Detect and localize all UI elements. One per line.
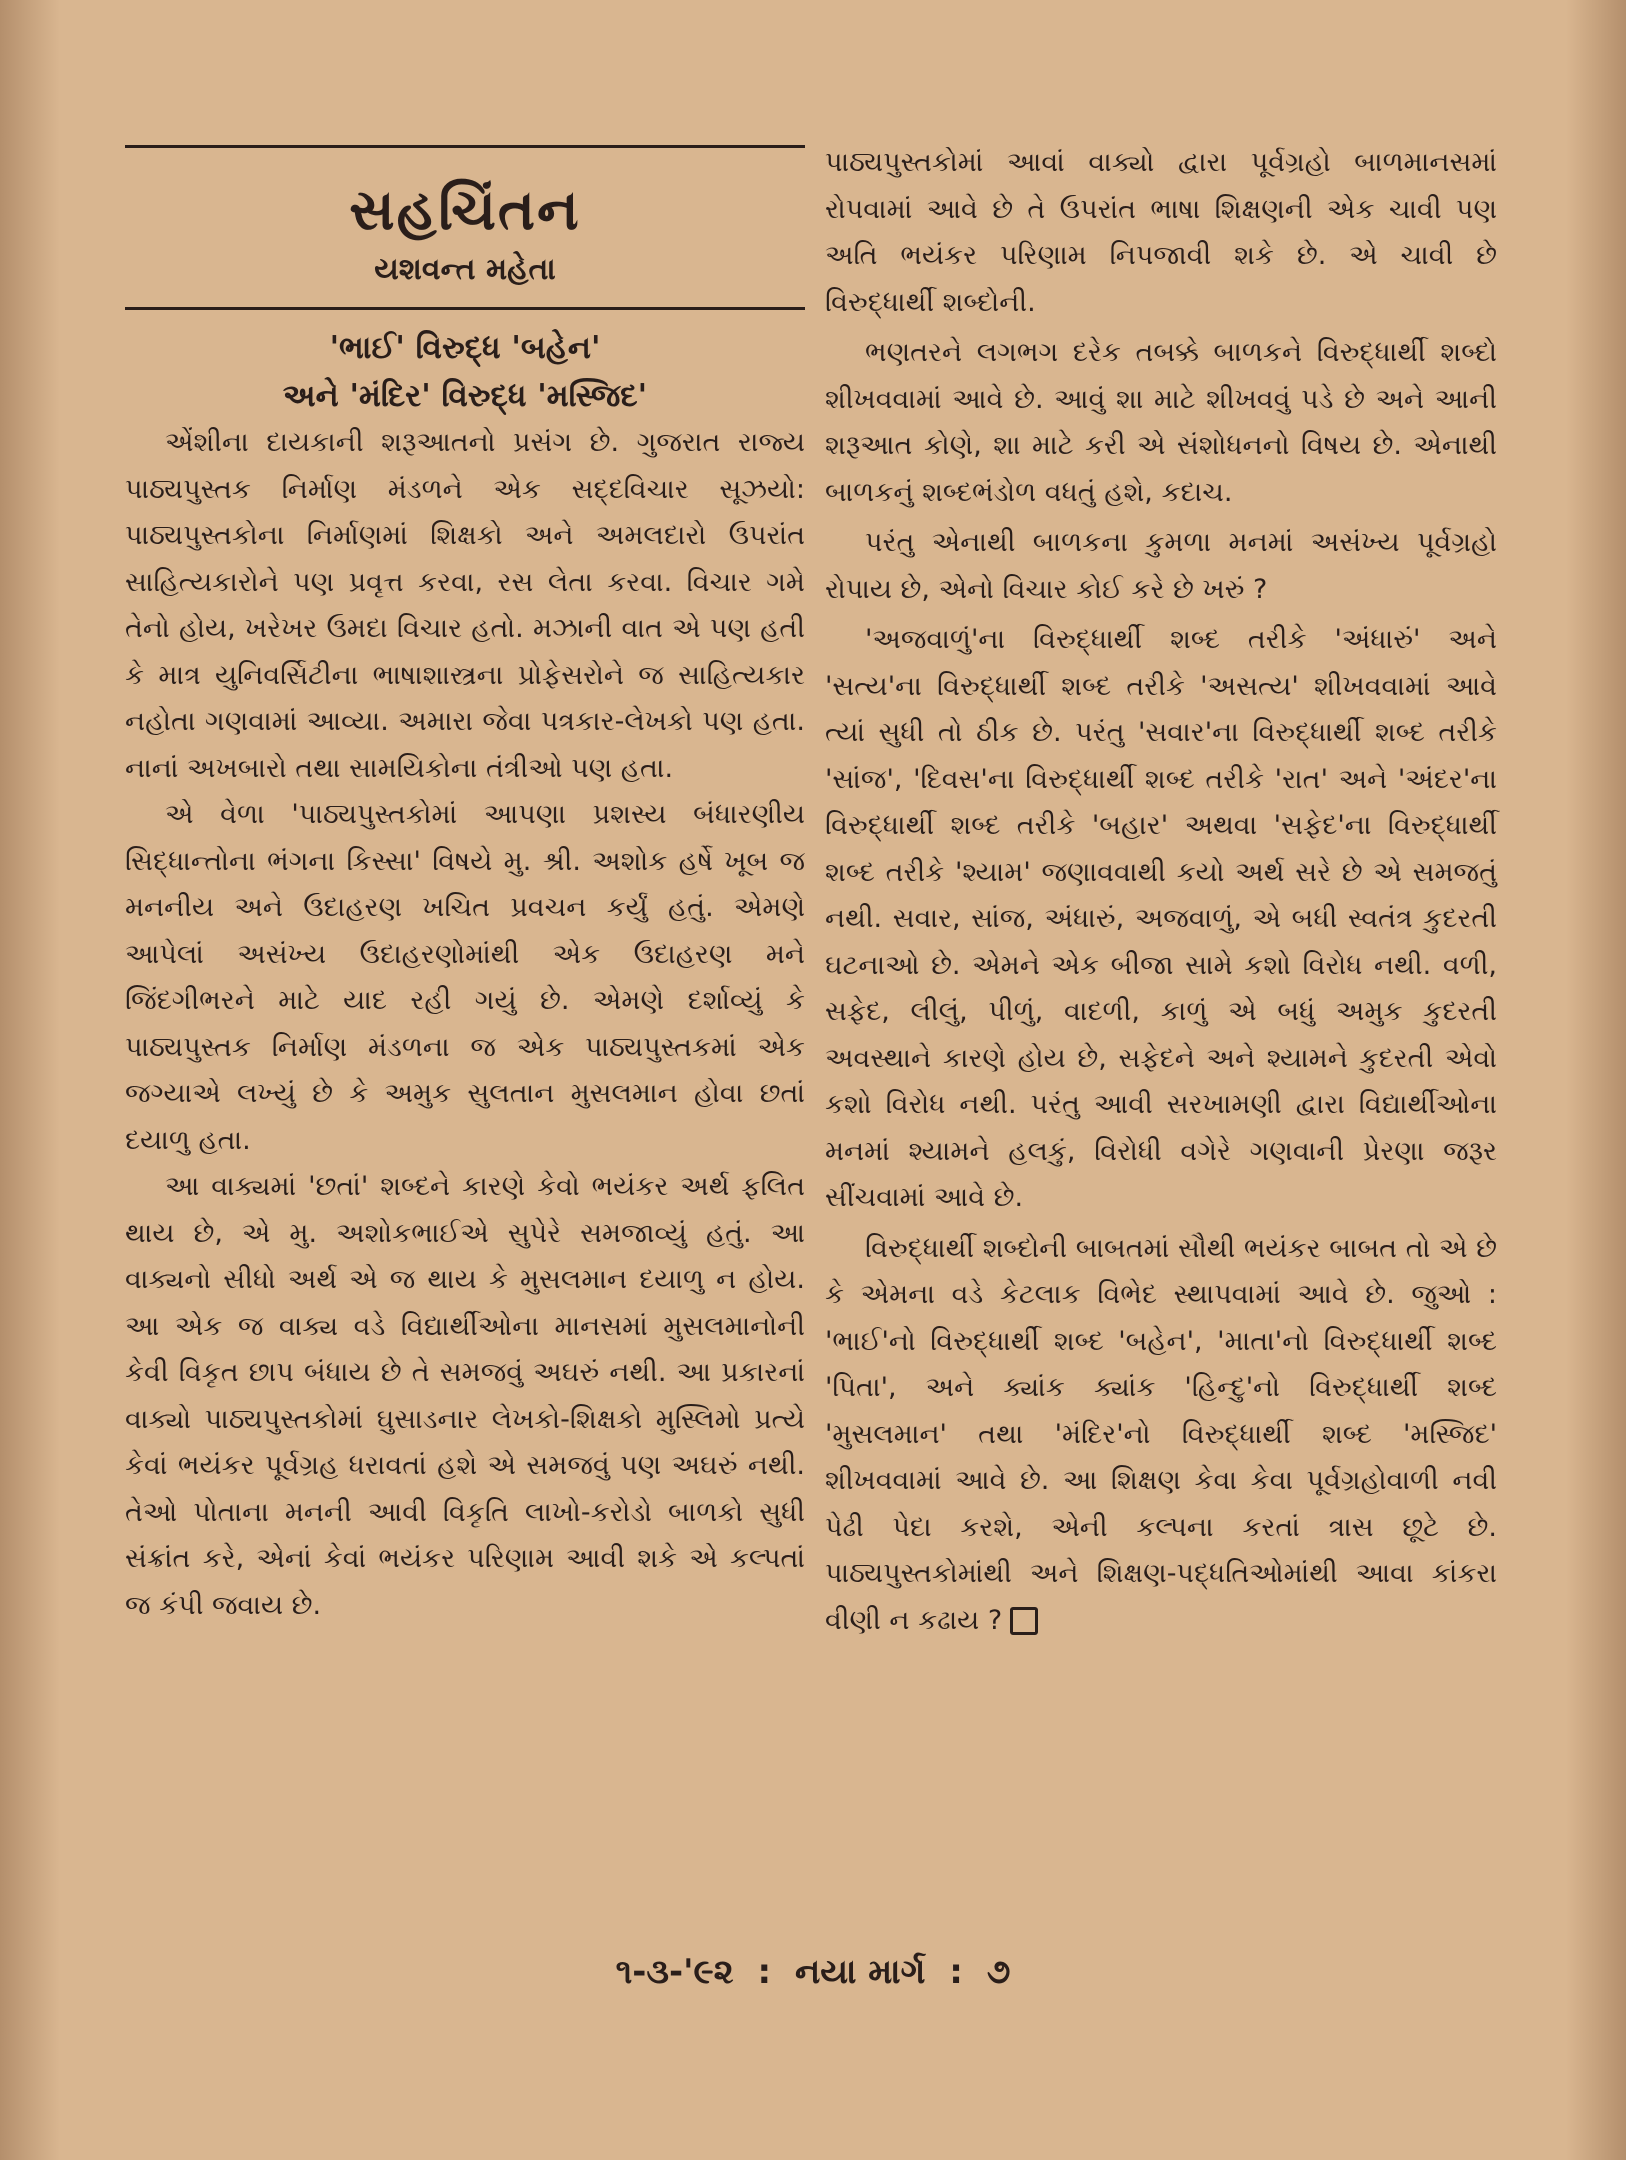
footer-page-number: ૭ (986, 1952, 1011, 1992)
paragraph: ભણતરને લગભગ દરેક તબક્કે બાળકને વિરુદ્ધાર્થી શબ્દો શીખવવામાં આવે છે. આવું શા માટે શીખવવું પડે છે અને આની શરૂઆત કોણે, શા માટે કરી એ સંશોધનનો વિષય છે. એનાથી બાળકનું શબ્દભંડોળ વધતું હશે, કદાચ. (825, 337, 1497, 508)
page-edge-shadow (1566, 0, 1626, 2160)
end-of-article-icon (1010, 1607, 1038, 1635)
article-heading-line1: 'ભાઈ' વિરુદ્ધ 'બહેન' (329, 330, 601, 366)
article-title: સહચિંતન (349, 178, 581, 243)
top-rule (125, 145, 805, 148)
paragraph: પરંતુ એનાથી બાળકના કુમળા મનમાં અસંખ્ય પૂર્વગ્રહો રોપાય છે, એનો વિચાર કોઈ કરે છે ખરું ? (825, 527, 1497, 605)
footer-separator: : (757, 1952, 772, 1992)
paragraph-last (825, 1226, 1497, 1645)
paragraph-text: વિરુદ્ધાર્થી શબ્દોની બાબતમાં સૌથી ભયંકર બાબત તો એ છે કે એમના વડે કેટલાક વિભેદ સ્થાપવામાં આવે છે. જુઓ : 'ભાઈ'નો વિરુદ્ધાર્થી શબ્દ 'બહેન', 'માતા'નો વિરુદ્ધાર્થી શબ્દ 'પિતા', અને ક્યાંક ક્યાંક 'હિન્દુ'નો વિરુદ્ધાર્થી શબ્દ 'મુસલમાન' તથા 'મંદિર'નો વિરુદ્ધાર્થી શબ્દ 'મસ્જિદ' શીખવવામાં આવે છે. આ શિક્ષણ કેવા કેવા પૂર્વગ્રહોવાળી નવી પેઢી પેદા કરશે, એની કલ્પના કરતાં ત્રાસ છૂટે છે. પાઠ્યપુસ્તકોમાંથી અને શિક્ષણ-પદ્ધતિઓમાંથી આવા કાંકરા વીણી ન કઢાય ? (825, 1232, 1497, 1636)
page-edge-shadow (0, 0, 60, 2160)
footer-publication: નયા માર્ગ (794, 1952, 926, 1992)
paragraph: 'અજવાળું'ના વિરુદ્ધાર્થી શબ્દ તરીકે 'અંધારું' અને 'સત્ય'ના વિરુદ્ધાર્થી શબ્દ તરીકે 'અસત્ય' શીખવવામાં આવે ત્યાં સુધી તો ઠીક છે. પરંતુ 'સવાર'ના વિરુદ્ધાર્થી શબ્દ તરીકે 'સાંજ', 'દિવસ'ના વિરુદ્ધાર્થી શબ્દ તરીકે 'રાત' અને 'અંદર'ના વિરુદ્ધાર્થી શબ્દ તરીકે 'બહાર' અથવા 'સફેદ'ના વિરુદ્ધાર્થી શબ્દ તરીકે 'શ્યામ' જણાવવાથી કયો અર્થ સરે છે એ સમજતું નથી. સવાર, સાંજ, અંધારું, અજવાળું, એ બધી સ્વતંત્ર કુદરતી ઘટનાઓ છે. એમને એક બીજા સામે કશો વિરોધ નથી. વળી, સફેદ, લીલું, પીળું, વાદળી, કાળું એ બધું અમુક કુદરતી અવસ્થાને કારણે હોય છે, સફેદને અને શ્યામને કુદરતી એવો કશો વિરોધ નથી. પરંતુ આવી સરખામણી દ્વારા વિદ્યાર્થીઓના મનમાં શ્યામને હલકું, વિરોધી વગેરે ગણવાની પ્રેરણા જરૂર સીંચવામાં આવે છે. (825, 624, 1497, 1213)
page-footer (0, 1952, 1626, 1992)
left-column (125, 145, 805, 1629)
paragraph: એ વેળા 'પાઠ્યપુસ્તકોમાં આપણા પ્રશસ્ય બંધારણીય સિદ્ધાન્તોના ભંગના કિસ્સા' વિષયે મુ. શ્રી. અશોક હર્ષે ખૂબ જ મનનીય અને ઉદાહરણ ખચિત પ્રવચન કર્યું હતું. એમણે આપેલાં અસંખ્ય ઉદાહરણોમાંથી એક ઉદાહરણ મને જિંદગીભરને માટે યાદ રહી ગયું છે. એમણે દર્શાવ્યું કે પાઠ્યપુસ્તક નિર્માણ મંડળના જ એક પાઠ્યપુસ્તકમાં એક જગ્યાએ લખ્યું છે કે અમુક સુલતાન મુસલમાન હોવા છતાં દયાળુ હતા. (125, 799, 805, 1156)
article-author: યશવન્ત મહેતા (374, 252, 556, 287)
footer-date: ૧-૩-'૯૨ (615, 1952, 734, 1992)
title-rule (125, 307, 805, 310)
article-heading-line2: અને 'મંદિર' વિરુદ્ધ 'મસ્જિદ' (282, 378, 648, 414)
paragraph: એંશીના દાયકાની શરૂઆતનો પ્રસંગ છે. ગુજરાત રાજ્ય પાઠ્યપુસ્તક નિર્માણ મંડળને એક સદ્દવિચાર સૂઝયો: પાઠ્યપુસ્તકોના નિર્માણમાં શિક્ષકો અને અમલદારો ઉપરાંત સાહિત્યકારોને પણ પ્રવૃત્ત કરવા, રસ લેતા કરવા. વિચાર ગમે તેનો હોય, ખરેખર ઉમદા વિચાર હતો. મઝાની વાત એ પણ હતી કે માત્ર યુનિવર્સિટીના ભાષાશાસ્ત્રના પ્રોફેસરોને જ સાહિત્યકાર નહોતા ગણવામાં આવ્યા. અમારા જેવા પત્રકાર-લેખકો પણ હતા. નાનાં અખબારો તથા સામયિકોના તંત્રીઓ પણ હતા. (125, 427, 805, 784)
right-column (825, 140, 1497, 1648)
paragraph: આ વાક્યમાં 'છતાં' શબ્દને કારણે કેવો ભયંકર અર્થ ફલિત થાય છે, એ મુ. અશોકભાઈએ સુપેરે સમજાવ્યું હતું. આ વાક્યનો સીધો અર્થ એ જ થાય કે મુસલમાન દયાળુ ન હોય. આ એક જ વાક્ય વડે વિદ્યાર્થીઓના માનસમાં મુસલમાનોની કેવી વિકૃત છાપ બંધાય છે તે સમજવું અઘરું નથી. આ પ્રકારનાં વાક્યો પાઠ્યપુસ્તકોમાં ઘુસાડનાર લેખકો-શિક્ષકો મુસ્લિમો પ્રત્યે કેવાં ભયંકર પૂર્વગ્રહ ધરાવતાં હશે એ સમજવું પણ અઘરું નથી. તેઓ પોતાના મનની આવી વિકૃતિ લાખો-કરોડો બાળકો સુધી સંક્રાંત કરે, એનાં કેવાં ભયંકર પરિણામ આવી શકે એ કલ્પતાં જ કંપી જવાય છે. (125, 1171, 805, 1621)
paragraph: પાઠ્યપુસ્તકોમાં આવાં વાક્યો દ્વારા પૂર્વગ્રહો બાળમાનસમાં રોપવામાં આવે છે તે ઉપરાંત ભાષા શિક્ષણની એક ચાવી પણ અતિ ભયંકર પરિણામ નિપજાવી શકે છે. એ ચાવી છે વિરુદ્ધાર્થી શબ્દોની. (825, 147, 1497, 318)
footer-separator: : (949, 1952, 963, 1992)
